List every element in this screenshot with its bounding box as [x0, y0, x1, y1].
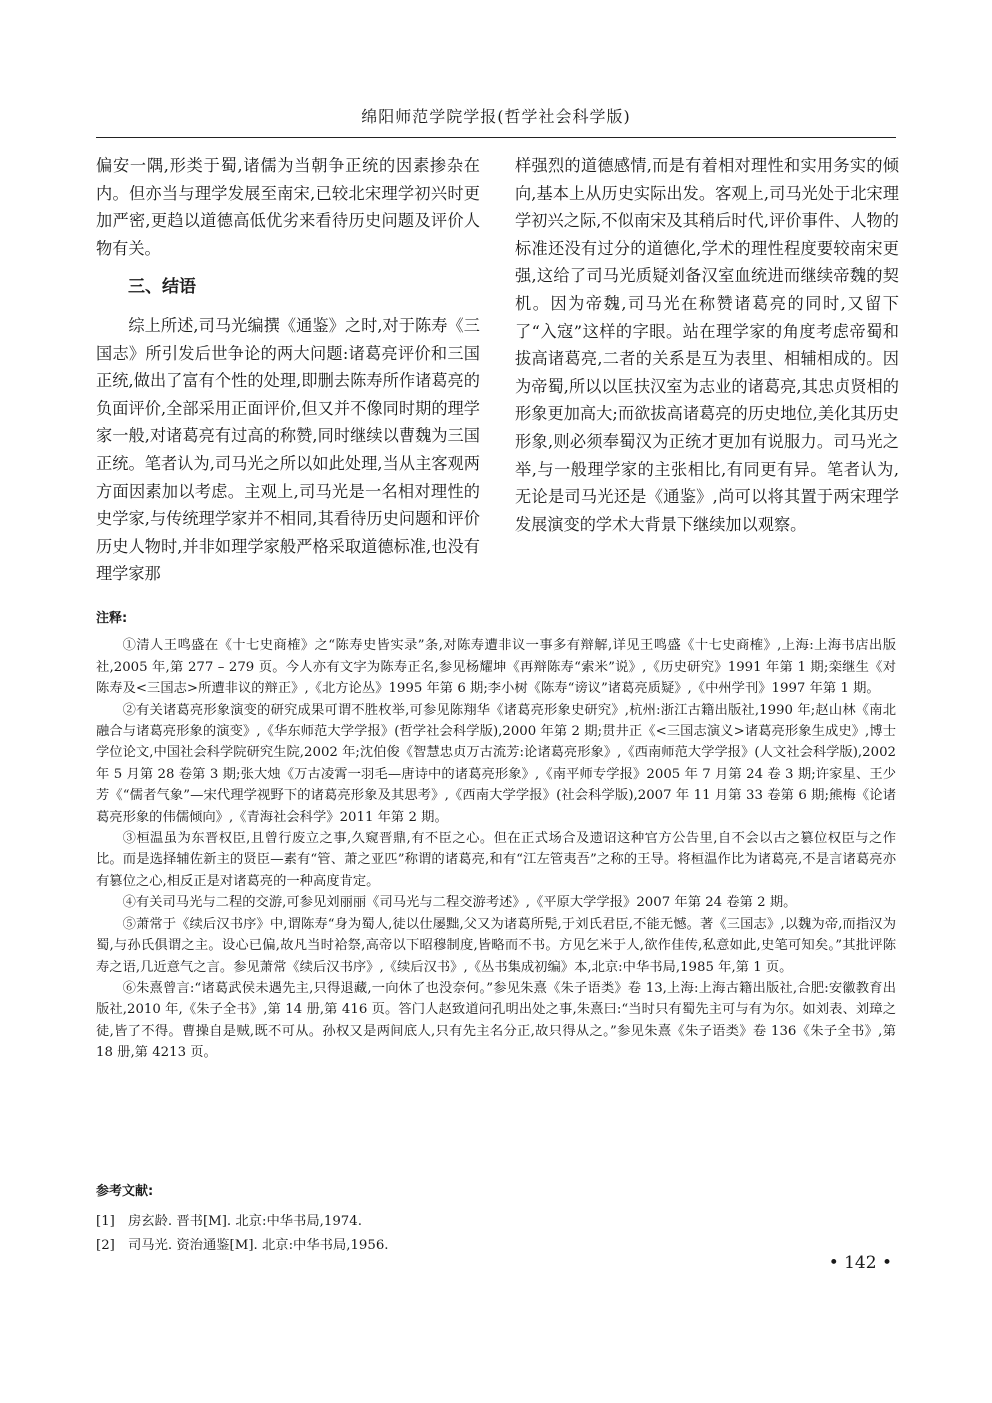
reference-text: 房玄龄. 晋书[M]. 北京:中华书局,1974. — [128, 1214, 362, 1229]
page-number: • 142 • — [828, 1253, 892, 1273]
body-column-left — [96, 152, 480, 588]
reference-text: 司马光. 资治通鉴[M]. 北京:中华书局,1956. — [128, 1238, 389, 1253]
journal-running-header: 绵阳师范学院学报(哲学社会科学版) — [361, 107, 631, 126]
footnotes-section — [96, 608, 896, 1064]
header-rule — [96, 137, 896, 138]
footnote-3: ③桓温虽为东晋权臣,且曾行废立之事,久窥晋鼎,有不臣之心。但在正式场合及遗诏这种官方公告里,自不会以古之篡位权臣与之作比。而是选择辅佐新主的贤臣—素有“管、萧之亚匹”称谓的诸葛亮,和有“江左管夷吾”之称的王导。将桓温作比为诸葛亮,不是言诸葛亮亦有篡位之心,相反正是对诸葛亮的一种高度肯定。 — [96, 831, 896, 889]
footnote-5: ⑤萧常于《续后汉书序》中,谓陈寿“身为蜀人,徒以仕屡黜,父又为诸葛所髡,于刘氏君臣,不能无憾。著《三国志》,以魏为帝,而指汉为蜀,与孙氏俱谓之主。设心已偏,故凡当时袷祭,高帝以下昭穆制度,皆略而不书。方见乞米于人,欲作佳传,私意如此,史笔可知矣。”其批评陈寿之语,几近意气之言。参见萧常《续后汉书序》,《续后汉书》,《丛书集成初编》本,北京:中华书局,1985 年,第 1 页。 — [96, 916, 896, 975]
section-heading-conclusion: 三、结语 — [128, 277, 196, 298]
references-title: 参考文献: — [96, 1184, 154, 1199]
reference-item — [96, 1210, 896, 1234]
footnotes-title: 注释: — [96, 611, 128, 626]
footnote-6: ⑥朱熹曾言:“诸葛武侯未遇先主,只得退藏,一向休了也没奈何。”参见朱熹《朱子语类》卷 13,上海:上海古籍出版社,合肥:安徽教育出版社,2010 年,《朱子全书》,第 14 册,第 416 页。答门人赵致道问孔明出处之事,朱熹曰:“当时只有蜀先主可与有为尔。如刘表、刘璋之徒,皆了不得。曹操自是贼,既不可从。孙权又是两间底人,只有先主名分正,故只得从之。”参见朱熹《朱子语类》卷 136《朱子全书》,第 18 册,第 4213 页。 — [96, 980, 896, 1061]
footnote-2: ②有关诸葛亮形象演变的研究成果可谓不胜枚举,可参见陈翔华《诸葛亮形象史研究》,杭州:浙江古籍出版社,1990 年;赵山林《南北融合与诸葛亮形象的演变》,《华东师范大学学报》(哲学社会科学版),2000 年第 2 期;贯井正《<三国志演义>诸葛亮形象生成史》,博士学位论文,中国社会科学院研究生院,2002 年;沈伯俊《智慧忠贞万古流芳:论诸葛亮形象》,《西南师范大学学报》(人文社会科学版),2002 年 5 月第 28 卷第 3 期;张大烛《万古凌霄一羽毛—唐诗中的诸葛亮形象》,《南平师专学报》2005 年 7 月第 24 卷 3 期;许家星、王少芳《“儒者气象”—宋代理学视野下的诸葛亮形象及其思考》,《西南大学学报》(社会科学版),2007 年 11 月第 33 卷第 6 期;熊梅《论诸葛亮形象的伟儒倾向》,《青海社会科学》2011 年第 2 期。 — [96, 702, 896, 825]
footnote-1: ①清人王鸣盛在《十七史商榷》之“陈寿史皆实录”条,对陈寿遭非议一事多有辩解,详见王鸣盛《十七史商榷》,上海:上海书店出版社,2005 年,第 277 – 279 页。今人亦有文字为陈寿正名,参见杨耀坤《再辩陈寿“索米”说》,《历史研究》1991 年第 1 期;栾继生《对陈寿及<三国志>所遭非议的辩正》,《北方论丛》1995 年第 6 期;李小树《陈寿“谤议”诸葛亮质疑》,《中州学刊》1997 年第 1 期。 — [96, 638, 896, 697]
reference-item — [96, 1234, 896, 1258]
body-paragraph: 偏安一隅,形类于蜀,诸儒为当朝争正统的因素掺杂在内。但亦当与理学发展至南宋,已较北宋理学初兴时更加严密,更趋以道德高低优劣来看待历史问题及评价人物有关。 — [96, 156, 480, 258]
body-paragraph: 样强烈的道德感情,而是有着相对理性和实用务实的倾向,基本上从历史实际出发。客观上,司马光处于北宋理学初兴之际,不似南宋及其稍后时代,评价事件、人物的标准还没有过分的道德化,学术的理性程度要较南宋更强,这给了司马光质疑刘备汉室血统进而继续帝魏的契机。因为帝魏,司马光在称赞诸葛亮的同时,又留下了“入寇”这样的字眼。站在理学家的角度考虑帝蜀和拔高诸葛亮,二者的关系是互为表里、相辅相成的。因为帝蜀,所以以匡扶汉室为志业的诸葛亮,其忠贞贤相的形象更加高大;而欲拔高诸葛亮的历史地位,美化其历史形象,则必须奉蜀汉为正统才更加有说服力。司马光之举,与一般理学家的主张相比,有同更有异。笔者认为,无论是司马光还是《通鉴》,尚可以将其置于两宋理学发展演变的学术大背景下继续加以观察。 — [515, 156, 899, 534]
footnote-4: ④有关司马光与二程的交游,可参见刘丽丽《司马光与二程交游考述》,《平原大学学报》2007 年第 24 卷第 2 期。 — [122, 895, 797, 911]
reference-number: [1] — [96, 1214, 115, 1229]
body-paragraph: 综上所述,司马光编撰《通鉴》之时,对于陈寿《三国志》所引发后世争论的两大问题:诸葛亮评价和三国正统,做出了富有个性的处理,即删去陈寿所作诸葛亮的负面评价,全部采用正面评价,但又并不像同时期的理学家一般,对诸葛亮有过高的称赞,同时继续以曹魏为三国正统。笔者认为,司马光之所以如此处理,当从主客观两方面因素加以考虑。主观上,司马光是一名相对理性的史学家,与传统理学家并不相同,其看待历史问题和评价历史人物时,并非如理学家般严格采取道德标准,也没有理学家那 — [96, 315, 480, 584]
body-column-right — [515, 152, 899, 538]
references-section — [96, 1180, 896, 1258]
reference-number: [2] — [96, 1238, 115, 1253]
